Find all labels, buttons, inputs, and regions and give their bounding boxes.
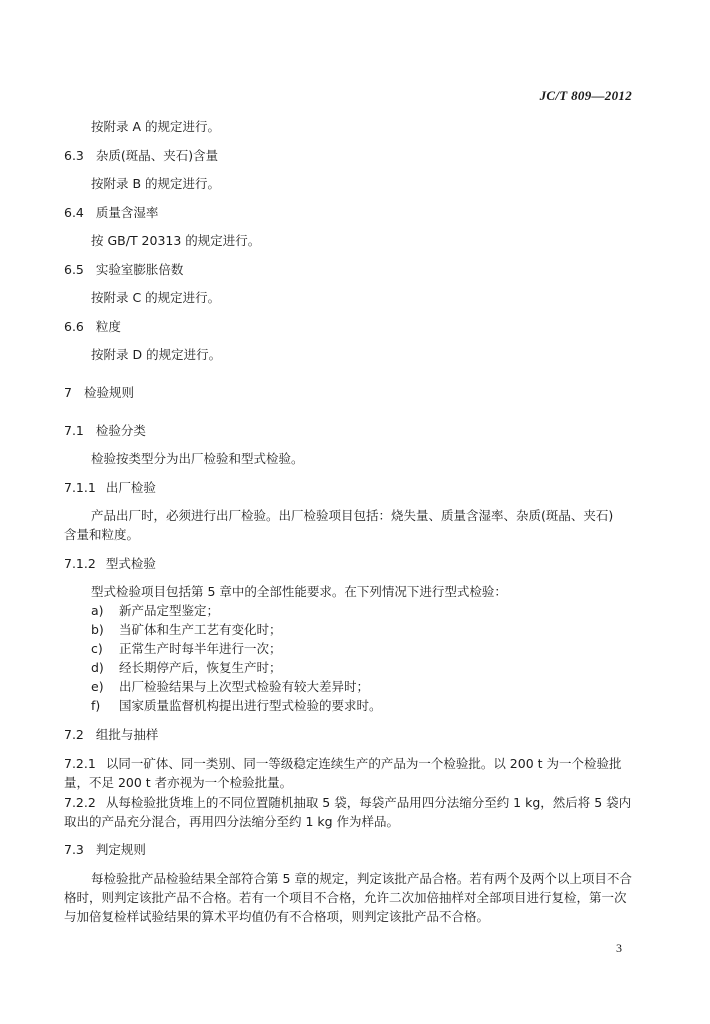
s7-2-1-line1 <box>64 755 622 773</box>
list-item-mark: f) <box>91 698 101 713</box>
s7-title: 检验规则 <box>83 385 134 400</box>
list-item-text: 当矿体和生产工艺有变化时； <box>119 622 282 637</box>
s6-4-text: 按 GB/T 20313 的规定进行。 <box>91 233 261 248</box>
standard-code: JC/T 809—2012 <box>539 88 632 103</box>
list-item-mark: e) <box>91 679 104 694</box>
s6-6-num: 6.6 <box>64 319 84 334</box>
page-number: 3 <box>616 941 622 955</box>
s6-3-text: 按附录 B 的规定进行。 <box>91 176 221 191</box>
s7-1-2-title: 型式检验 <box>105 556 156 571</box>
s6-5-text: 按附录 C 的规定进行。 <box>91 290 221 305</box>
s7-3-line1: 每检验批产品检验结果全部符合第 5 章的规定，判定该批产品合格。若有两个及两个以上项目不合 <box>91 871 632 886</box>
list-item-text: 出厂检验结果与上次型式检验有较大差异时； <box>119 679 370 694</box>
s7-2-2-text: 从每检验批货堆上的不同位置随机抽取 5 袋，每袋产品用四分法缩分至约 1 kg，然后将 5 袋内 <box>105 795 632 810</box>
s6-3-heading <box>64 147 218 165</box>
s7-2-1-line2: 量，不足 200 t 者亦视为一个检验批量。 <box>64 775 293 790</box>
s7-3-num: 7.3 <box>64 842 84 857</box>
s6-4-title: 质量含湿率 <box>95 205 159 220</box>
list-item-text: 正常生产时每半年进行一次； <box>119 641 282 656</box>
list-item-mark: a) <box>91 603 104 618</box>
list-item <box>91 678 369 696</box>
list-item-text: 新产品定型鉴定； <box>119 603 220 618</box>
s6-2-text: 按附录 A 的规定进行。 <box>91 119 220 134</box>
s7-3-line3: 与加倍复检样试验结果的算术平均值仍有不合格项，则判定该批产品不合格。 <box>64 909 490 924</box>
s7-3-line2: 格时，则判定该批产品不合格。若有一个项目不合格，允许二次加倍抽样对全部项目进行复检，第一次 <box>64 890 627 905</box>
s7-2-1-num: 7.2.1 <box>64 756 96 771</box>
list-item-mark: c) <box>91 641 103 656</box>
s7-1-text: 检验按类型分为出厂检验和型式检验。 <box>91 451 304 466</box>
s7-3-title: 判定规则 <box>95 842 146 857</box>
s6-5-heading <box>64 261 183 279</box>
s6-6-heading <box>64 318 121 336</box>
s7-num: 7 <box>64 385 72 400</box>
list-item-mark: b) <box>91 622 104 637</box>
list-item <box>91 659 282 677</box>
s7-1-1-heading <box>64 479 156 497</box>
s6-6-text: 按附录 D 的规定进行。 <box>91 347 222 362</box>
s7-3-heading <box>64 841 146 859</box>
s7-1-title: 检验分类 <box>95 423 146 438</box>
s6-3-num: 6.3 <box>64 148 84 163</box>
s6-5-title: 实验室膨胀倍数 <box>95 262 184 277</box>
s6-6-title: 粒度 <box>95 319 121 334</box>
list-item <box>91 697 382 715</box>
s6-3-title: 杂质(斑晶、夹石)含量 <box>95 148 219 163</box>
list-item-mark: d) <box>91 660 104 675</box>
list-item <box>91 602 219 620</box>
s7-1-heading <box>64 422 146 440</box>
s7-2-1-text: 以同一矿体、同一类别、同一等级稳定连续生产的产品为一个检验批。以 200 t 为一个检验批 <box>105 756 622 771</box>
s7-2-num: 7.2 <box>64 727 84 742</box>
s6-5-num: 6.5 <box>64 262 84 277</box>
s7-1-num: 7.1 <box>64 423 84 438</box>
s7-1-2-heading <box>64 555 156 573</box>
s7-1-1-title: 出厂检验 <box>105 480 156 495</box>
s7-2-heading <box>64 726 158 744</box>
s7-2-title: 组批与抽样 <box>95 727 159 742</box>
s7-1-1-text-line2: 含量和粒度。 <box>64 527 140 542</box>
s7-2-2-num: 7.2.2 <box>64 795 96 810</box>
s7-2-2-line2: 取出的产品充分混合，再用四分法缩分至约 1 kg 作为样品。 <box>64 814 400 829</box>
s6-4-heading <box>64 204 158 222</box>
list-item-text: 经长期停产后，恢复生产时； <box>119 660 282 675</box>
list-item <box>91 621 282 639</box>
s6-4-num: 6.4 <box>64 205 84 220</box>
list-item-text: 国家质量监督机构提出进行型式检验的要求时。 <box>119 698 382 713</box>
s7-1-2-num: 7.1.2 <box>64 556 96 571</box>
s7-1-1-text-line1: 产品出厂时，必须进行出厂检验。出厂检验项目包括：烧失量、质量含湿率、杂质(斑晶、夹石) <box>91 508 614 523</box>
list-item <box>91 640 282 658</box>
s7-1-1-num: 7.1.1 <box>64 480 96 495</box>
s7-heading <box>64 384 134 402</box>
s7-1-2-intro: 型式检验项目包括第 5 章中的全部性能要求。在下列情况下进行型式检验： <box>91 584 507 599</box>
s7-2-2-line1 <box>64 794 631 812</box>
